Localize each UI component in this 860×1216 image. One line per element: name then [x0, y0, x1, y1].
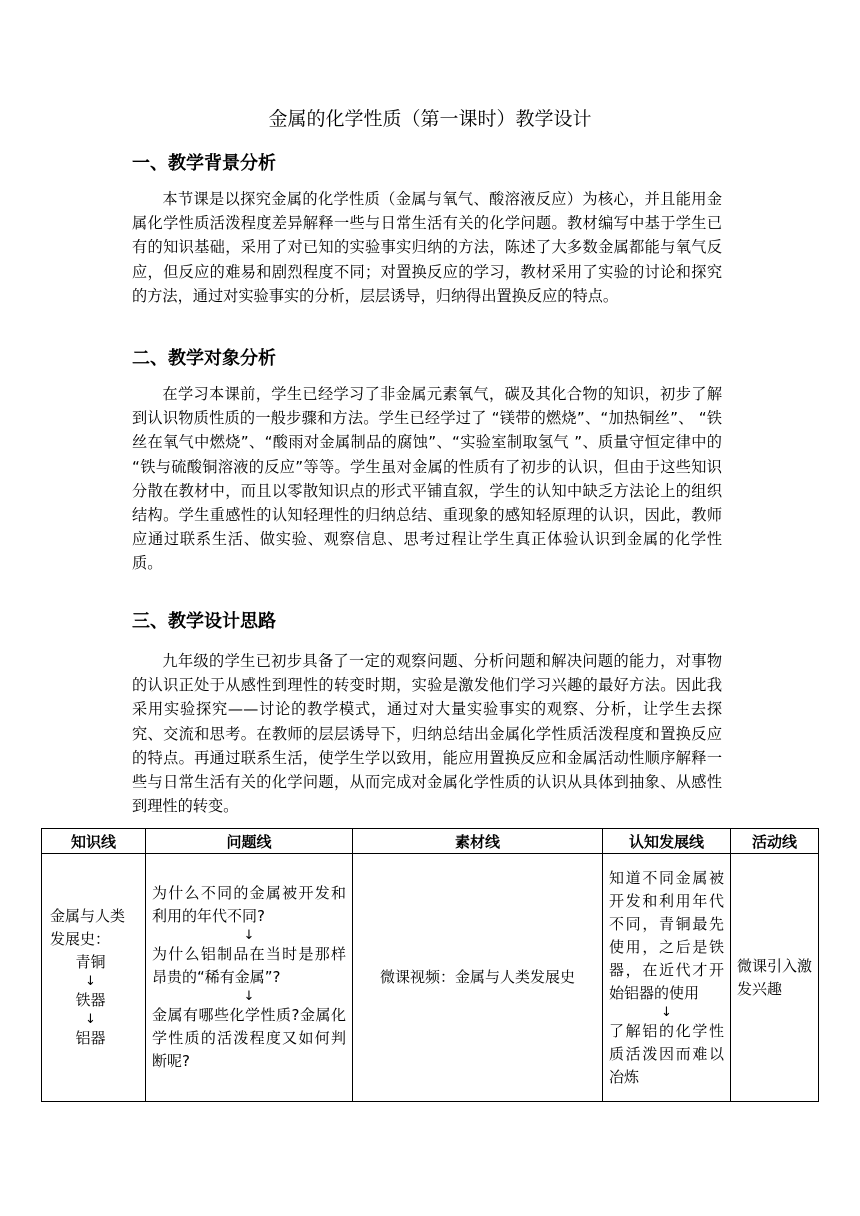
question-cell	[146, 854, 353, 1102]
knowledge-intro: 金属与人类发展史：	[50, 907, 126, 948]
table-row	[42, 854, 819, 1102]
question-2: 为什么铝制品在当时是那样昂贵的“稀有金属”?	[152, 945, 346, 986]
down-arrow-icon: ↓	[85, 1012, 96, 1027]
section-body-design: 九年级的学生已初步具备了一定的观察问题、分析问题和解决问题的能力，对事物的认识正处于从感性到理性的转变时期，实验是激发他们学习兴趣的最好方法。因此我采用实验探究——讨论的教学模式，通过对大量实验事实的观察、分析，让学生去探究、交流和思考。在教师的层层诱导下，归纳总结出金属化学性质活泼程度和置换反应的特点。再通过联系生活，使学生学以致用，能应用置换反应和金属活动性顺序解释一些与日常生活有关的化学问题，从而完成对金属化学性质的认识从具体到抽象、从感性到理性的转变。	[132, 652, 722, 816]
down-arrow-icon: ↓	[243, 989, 255, 1004]
header-cognition-line: 认知发展线	[603, 829, 731, 854]
header-activity-line: 活动线	[731, 829, 819, 854]
header-question-line: 问题线	[146, 829, 353, 854]
section-body-background: 本节课是以探究金属的化学性质（金属与氧气、酸溶液反应）为核心，并且能用金属化学性质活泼程度差异解释一些与日常生活有关的化学问题。教材编写中基于学生已有的知识基础，采用了对已知的实验事实归纳的方法，陈述了大多数金属都能与氧气反应，但反应的难易和剧烈程度不同；对置换反应的学习，教材采用了实验的讨论和探究的方法，通过对实验事实的分析，层层诱导，归纳得出置换反应的特点。	[132, 190, 722, 305]
cognition-2: 了解铝的化学性质活泼因而难以冶炼	[609, 1021, 724, 1086]
section-body-students: 在学习本课前，学生已经学习了非金属元素氧气，碳及其化合物的知识，初步了解到认识物质性质的一般步骤和方法。学生已经学过了 “镁带的燃烧”、“加热铜丝”、 “铁丝在氧气中燃烧”、“酸雨对金属制品的腐蚀”、“实验室制取氢气 ”、质量守恒定律中的 “铁与硫酸铜溶液的反应”等等。学生虽对金属的性质有了初步的认识，但由于这些知识分散在教材中，而且以零散知识点的形式平铺直叙，学生的认知中缺乏方法论上的组织结构。学生重感性的认知轻理性的归纳总结、重现象的感知轻原理的认识，因此，教师应通过联系生活、做实验、观察信息、思考过程让学生真正体验认识到金属的化学性质。	[132, 385, 722, 573]
section-heading-students: 二、教学对象分析	[132, 348, 276, 369]
table-header-row	[42, 829, 819, 854]
material-cell: 微课视频：金属与人类发展史	[353, 854, 603, 1102]
activity-cell: 微课引入激发兴趣	[731, 854, 819, 1102]
down-arrow-icon: ↓	[85, 974, 96, 989]
knowledge-item-iron: 铁器	[75, 991, 106, 1009]
down-arrow-icon: ↓	[661, 1004, 672, 1020]
knowledge-item-aluminum: 铝器	[75, 1029, 106, 1047]
down-arrow-icon: ↓	[243, 928, 255, 943]
document-title: 金属的化学性质（第一课时）教学设计	[268, 108, 592, 130]
knowledge-cell	[42, 854, 146, 1102]
knowledge-item-bronze: 青铜	[75, 953, 106, 971]
header-knowledge-line: 知识线	[42, 829, 146, 854]
cognition-1: 知道不同金属被开发和利用年代不同，青铜最先使用，之后是铁器，在近代才开始铝器的使用	[609, 868, 724, 1002]
section-heading-design: 三、教学设计思路	[132, 611, 276, 632]
section-heading-background: 一、教学背景分析	[132, 153, 276, 174]
cognition-cell	[603, 854, 731, 1102]
header-material-line: 素材线	[353, 829, 603, 854]
question-3: 金属有哪些化学性质?金属化学性质的活泼程度又如何判断呢?	[152, 1006, 346, 1070]
question-1: 为什么不同的金属被开发和利用的年代不同?	[152, 884, 346, 925]
teaching-design-table	[41, 828, 819, 1102]
